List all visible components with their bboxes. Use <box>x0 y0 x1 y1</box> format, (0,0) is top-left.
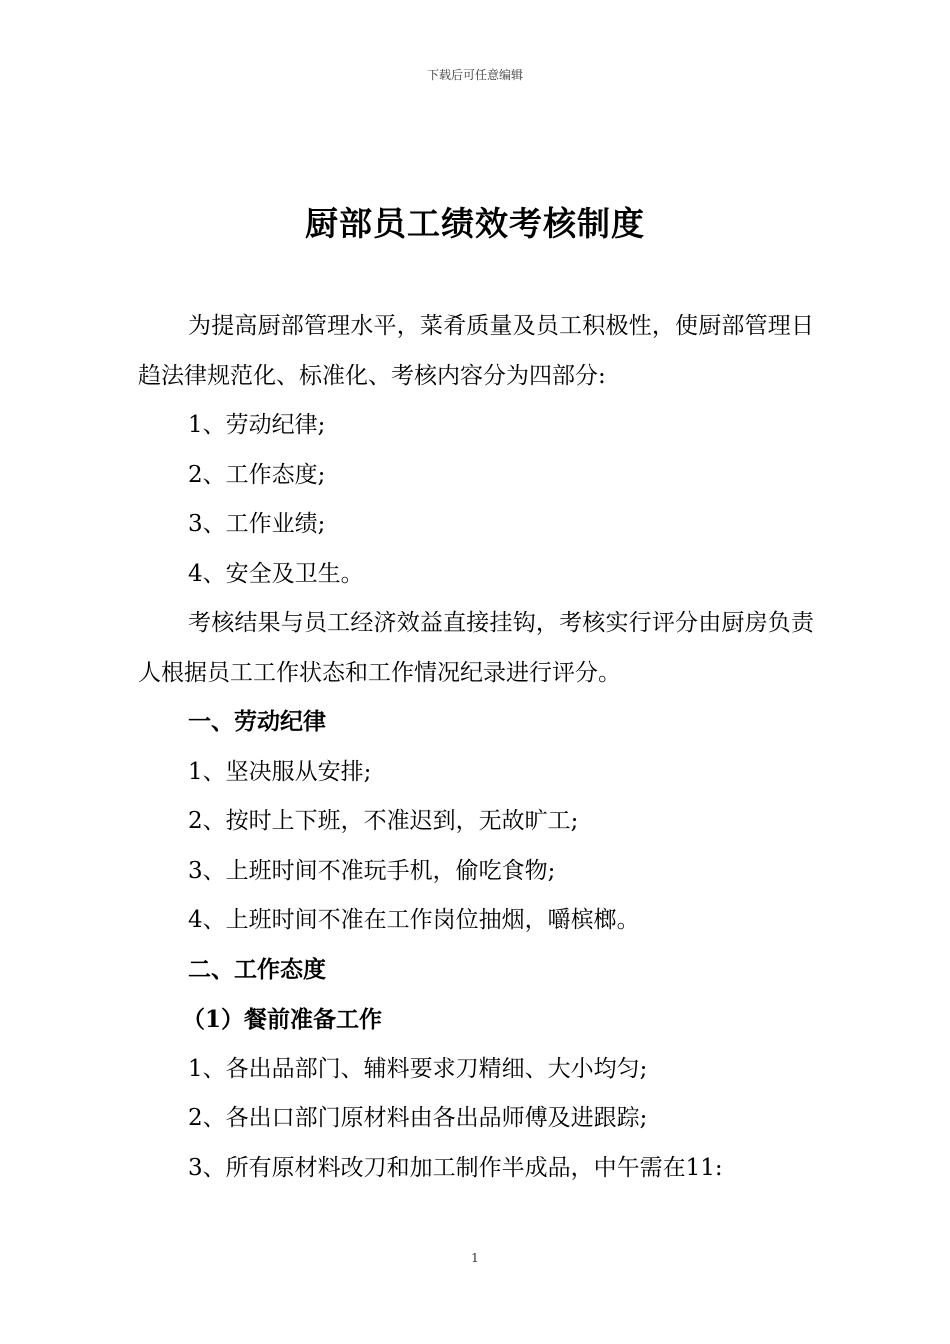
assessment-paragraph: 考核结果与员工经济效益直接挂钩，考核实行评分由厨房负责人根据员工工作状态和工作情况纪录进行评分。 <box>138 610 814 686</box>
subsection-heading-prep-work: （1）餐前准备工作 <box>182 1006 383 1033</box>
intro-paragraph: 为提高厨部管理水平，菜肴质量及员工积极性，使厨部管理日趋法律规范化、标准化、考核内容分为四部分: <box>138 313 814 389</box>
discipline-item: 2、按时上下班，不准迟到，无故旷工; <box>188 808 579 834</box>
page-header: 下载后可任意编辑 <box>426 68 523 82</box>
document-body <box>138 302 814 1193</box>
section-heading-labor-discipline: 一、劳动纪律 <box>188 709 326 735</box>
section-heading-work-attitude: 二、工作态度 <box>188 956 326 983</box>
prep-item: 2、各出口部门原材料由各出品师傅及进跟踪; <box>188 1105 648 1131</box>
document-title: 厨部员工绩效考核制度 <box>305 204 645 243</box>
part-item: 2、工作态度; <box>188 461 326 488</box>
prep-item: 1、各出品部门、辅料要求刀精细、大小均匀; <box>188 1055 648 1082</box>
discipline-item: 3、上班时间不准玩手机，偷吃食物; <box>188 857 556 884</box>
page-number: 1 <box>471 1251 479 1265</box>
part-item: 1、劳动纪律; <box>188 412 326 438</box>
part-item: 4、安全及卫生。 <box>188 560 364 587</box>
discipline-item: 4、上班时间不准在工作岗位抽烟，嚼槟榔。 <box>188 907 640 933</box>
prep-item: 3、所有原材料改刀和加工制作半成品，中午需在11: <box>188 1154 723 1181</box>
part-item: 3、工作业绩; <box>188 511 326 537</box>
discipline-item: 1、坚决服从安排; <box>188 758 372 785</box>
